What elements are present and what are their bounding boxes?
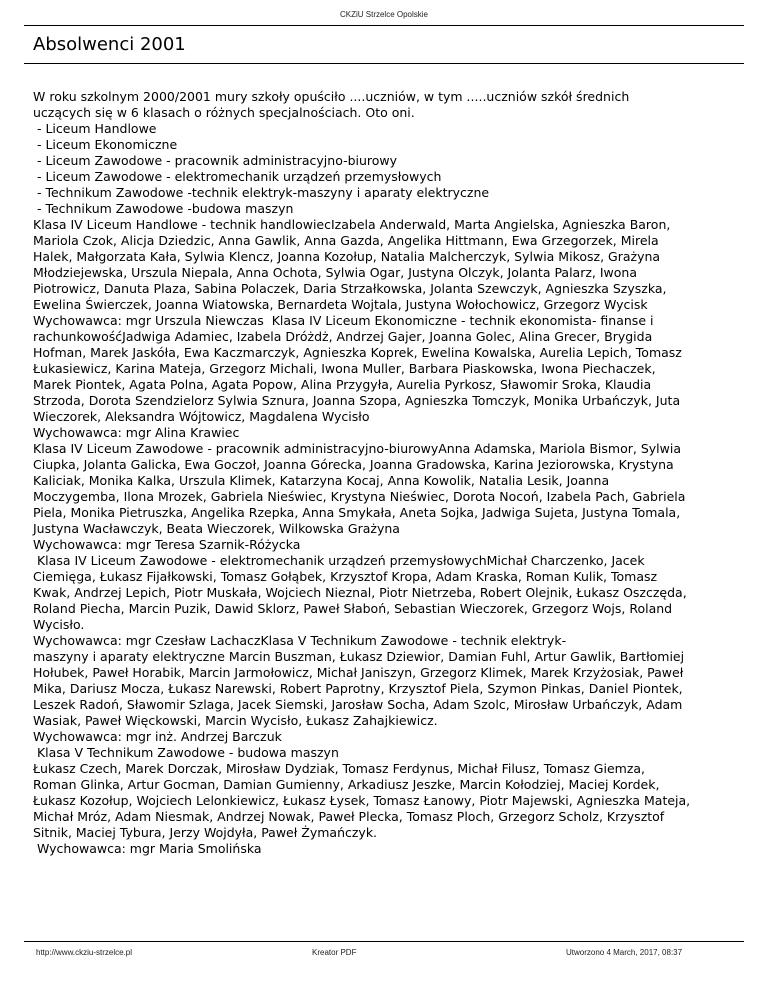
footer-generator: Kreator PDF: [312, 948, 357, 957]
paragraph-budowa-maszyn: Klasa V Technikum Zawodowe - budowa maszyn Łukasz Czech, Marek Dorczak, Mirosław Dydziak, Tomasz Ferdynus, Michał Filusz, Tomasz Giemza, Roman Glinka, Artur Gocman, Damian Gumienny, Arkadiusz Jeszke, Marcin Kołodziej, Maciej Kordek, Łukasz Kozołup, Wojciech Lelonkiewicz, Łukasz Łysek, Tomasz Łanowy, Piotr Majewski, Agnieszka Mateja, Michał Mróz, Adam Niesmak, Andrzej Nowak, Paweł Plecka, Tomasz Ploch, Grzegorz Scholz, Krzysztof Sitnik, Maciej Tybura, Jerzy Wojdyła, Paweł Żymańczyk. Wychowawca: mgr Maria Smolińska: [33, 745, 691, 856]
paragraph-intro-and-classes: W roku szkolnym 2000/2001 mury szkoły opuściło ....uczniów, w tym .....uczniów szkół średnich uczących się w 6 klasach o różnych specjalnościach. Oto oni. - Liceum Handlowe - Liceum Ekonomiczne - Liceum Zawodowe - pracownik administracyjno-biurowy - Liceum Zawodowe - elektromechanik urządzeń przemysłowych - Technikum Zawodowe -technik elektryk-maszyny i aparaty elektryczne - Technikum Zawodowe -budowa maszyn Klasa IV Liceum Handlowe - technik handlowiecIzabela Anderwald, Marta Angielska, Agnieszka Baron, Mariola Czok, Alicja Dziedzic, Anna Gawlik, Anna Gazda, Angelika Hittmann, Ewa Grzegorzek, Mirela Halek, Małgorzata Kała, Sylwia Klencz, Joanna Kozołup, Natalia Malcherczyk, Sylwia Mikosz, Grażyna Młodziejewska, Urszula Niepala, Anna Ochota, Sylwia Ogar, Justyna Olczyk, Jolanta Palarz, Iwona Piotrowicz, Danuta Plaza, Sabina Polaczek, Daria Strzałkowska, Jolanta Szewczyk, Agnieszka Szyszka, Ewelina Świerczek, Joanna Wiatowska, Bernardeta Wojtala, Justyna Wołochowicz, Grzegorz Wycisk Wychowawca: mgr Urszula Niewczas Klasa IV Liceum Ekonomiczne - technik ekonomista- finanse i rachunkowośćJadwiga Adamiec, Izabela Dróżdż, Andrzej Gajer, Joanna Golec, Alina Grecer, Brygida Hofman, Marek Jaskóła, Ewa Kaczmarczyk, Agnieszka Koprek, Ewelina Kowalska, Aurelia Lepich, Tomasz Łukasiewicz, Karina Mateja, Grzegorz Michali, Iwona Muller, Barbara Piaskowska, Iwona Piechaczek, Marek Piontek, Agata Polna, Agata Popow, Alina Przygyła, Aurelia Pyrkosz, Sławomir Sroka, Klaudia Strzoda, Dorota Szendzielorz Sylwia Sznura, Joanna Szopa, Agnieszka Tomczyk, Monika Urbańczyk, Juta Wieczorek, Aleksandra Wójtowicz, Magdalena Wycisło Wychowawca: mgr Alina Krawiec Klasa IV Liceum Zawodowe - pracownik administracyjno-biurowyAnna Adamska, Mariola Bismor, Sylwia Ciupka, Jolanta Galicka, Ewa Goczoł, Joanna Górecka, Joanna Gradowska, Karina Jeziorowska, Krystyna Kaliciak, Monika Kalka, Urszula Klimek, Katarzyna Kocaj, Anna Kowolik, Natalia Lesik, Joanna Moczygemba, Ilona Mrozek, Gabriela Nieświec, Krystyna Nieświec, Dorota Nocoń, Izabela Pach, Gabriela Piela, Monika Pietruszka, Angelika Rzepka, Anna Smykała, Aneta Sojka, Jadwiga Sujeta, Justyna Tomala, Justyna Wacławczyk, Beata Wieczorek, Wilkowska Grażyna Wychowawca: mgr Teresa Szarnik-Różycka: [33, 89, 686, 552]
footer-created-date: Utworzono 4 March, 2017, 08:37: [566, 948, 683, 957]
footer-divider: [24, 941, 744, 942]
header-divider: [24, 25, 744, 26]
site-header: CKZiU Strzelce Opolskie: [339, 10, 429, 19]
footer-url-link[interactable]: http://www.ckziu-strzelce.pl: [36, 948, 133, 957]
title-divider: [24, 63, 744, 64]
article-body: [33, 89, 738, 857]
page-title: Absolwenci 2001: [33, 34, 186, 55]
paragraph-elektromechanik-and-technikum: Klasa IV Liceum Zawodowe - elektromechanik urządzeń przemysłowychMichał Charczenko, Jacek Ciemięga, Łukasz Fijałkowski, Tomasz Gołąbek, Krzysztof Kropa, Adam Kraska, Roman Kulik, Tomasz Kwak, Andrzej Lepich, Piotr Muskała, Wojciech Nieznal, Piotr Nietrzeba, Robert Olejnik, Łukasz Oszczęda, Roland Piecha, Marcin Puzik, Dawid Sklorz, Paweł Słaboń, Sebastian Wieczorek, Grzegorz Wojs, Roland Wycisło. Wychowawca: mgr Czesław LachaczKlasa V Technikum Zawodowe - technik elektryk- maszyny i aparaty elektryczne Marcin Buszman, Łukasz Dziewior, Damian Fuhl, Artur Gawlik, Bartłomiej Hołubek, Paweł Horabik, Marcin Jarmołowicz, Michał Janiszyn, Grzegorz Klimek, Marek Krzyżosiak, Paweł Mika, Dariusz Mocza, Łukasz Narewski, Robert Paprotny, Krzysztof Piela, Szymon Pinkas, Daniel Piontek, Leszek Radoń, Sławomir Szlaga, Jacek Siemski, Jarosław Socha, Adam Szolc, Mirosław Urbańczyk, Adam Wasiak, Paweł Więckowski, Marcin Wycisło, Łukasz Zahajkiewicz. Wychowawca: mgr inż. Andrzej Barczuk: [33, 553, 687, 744]
